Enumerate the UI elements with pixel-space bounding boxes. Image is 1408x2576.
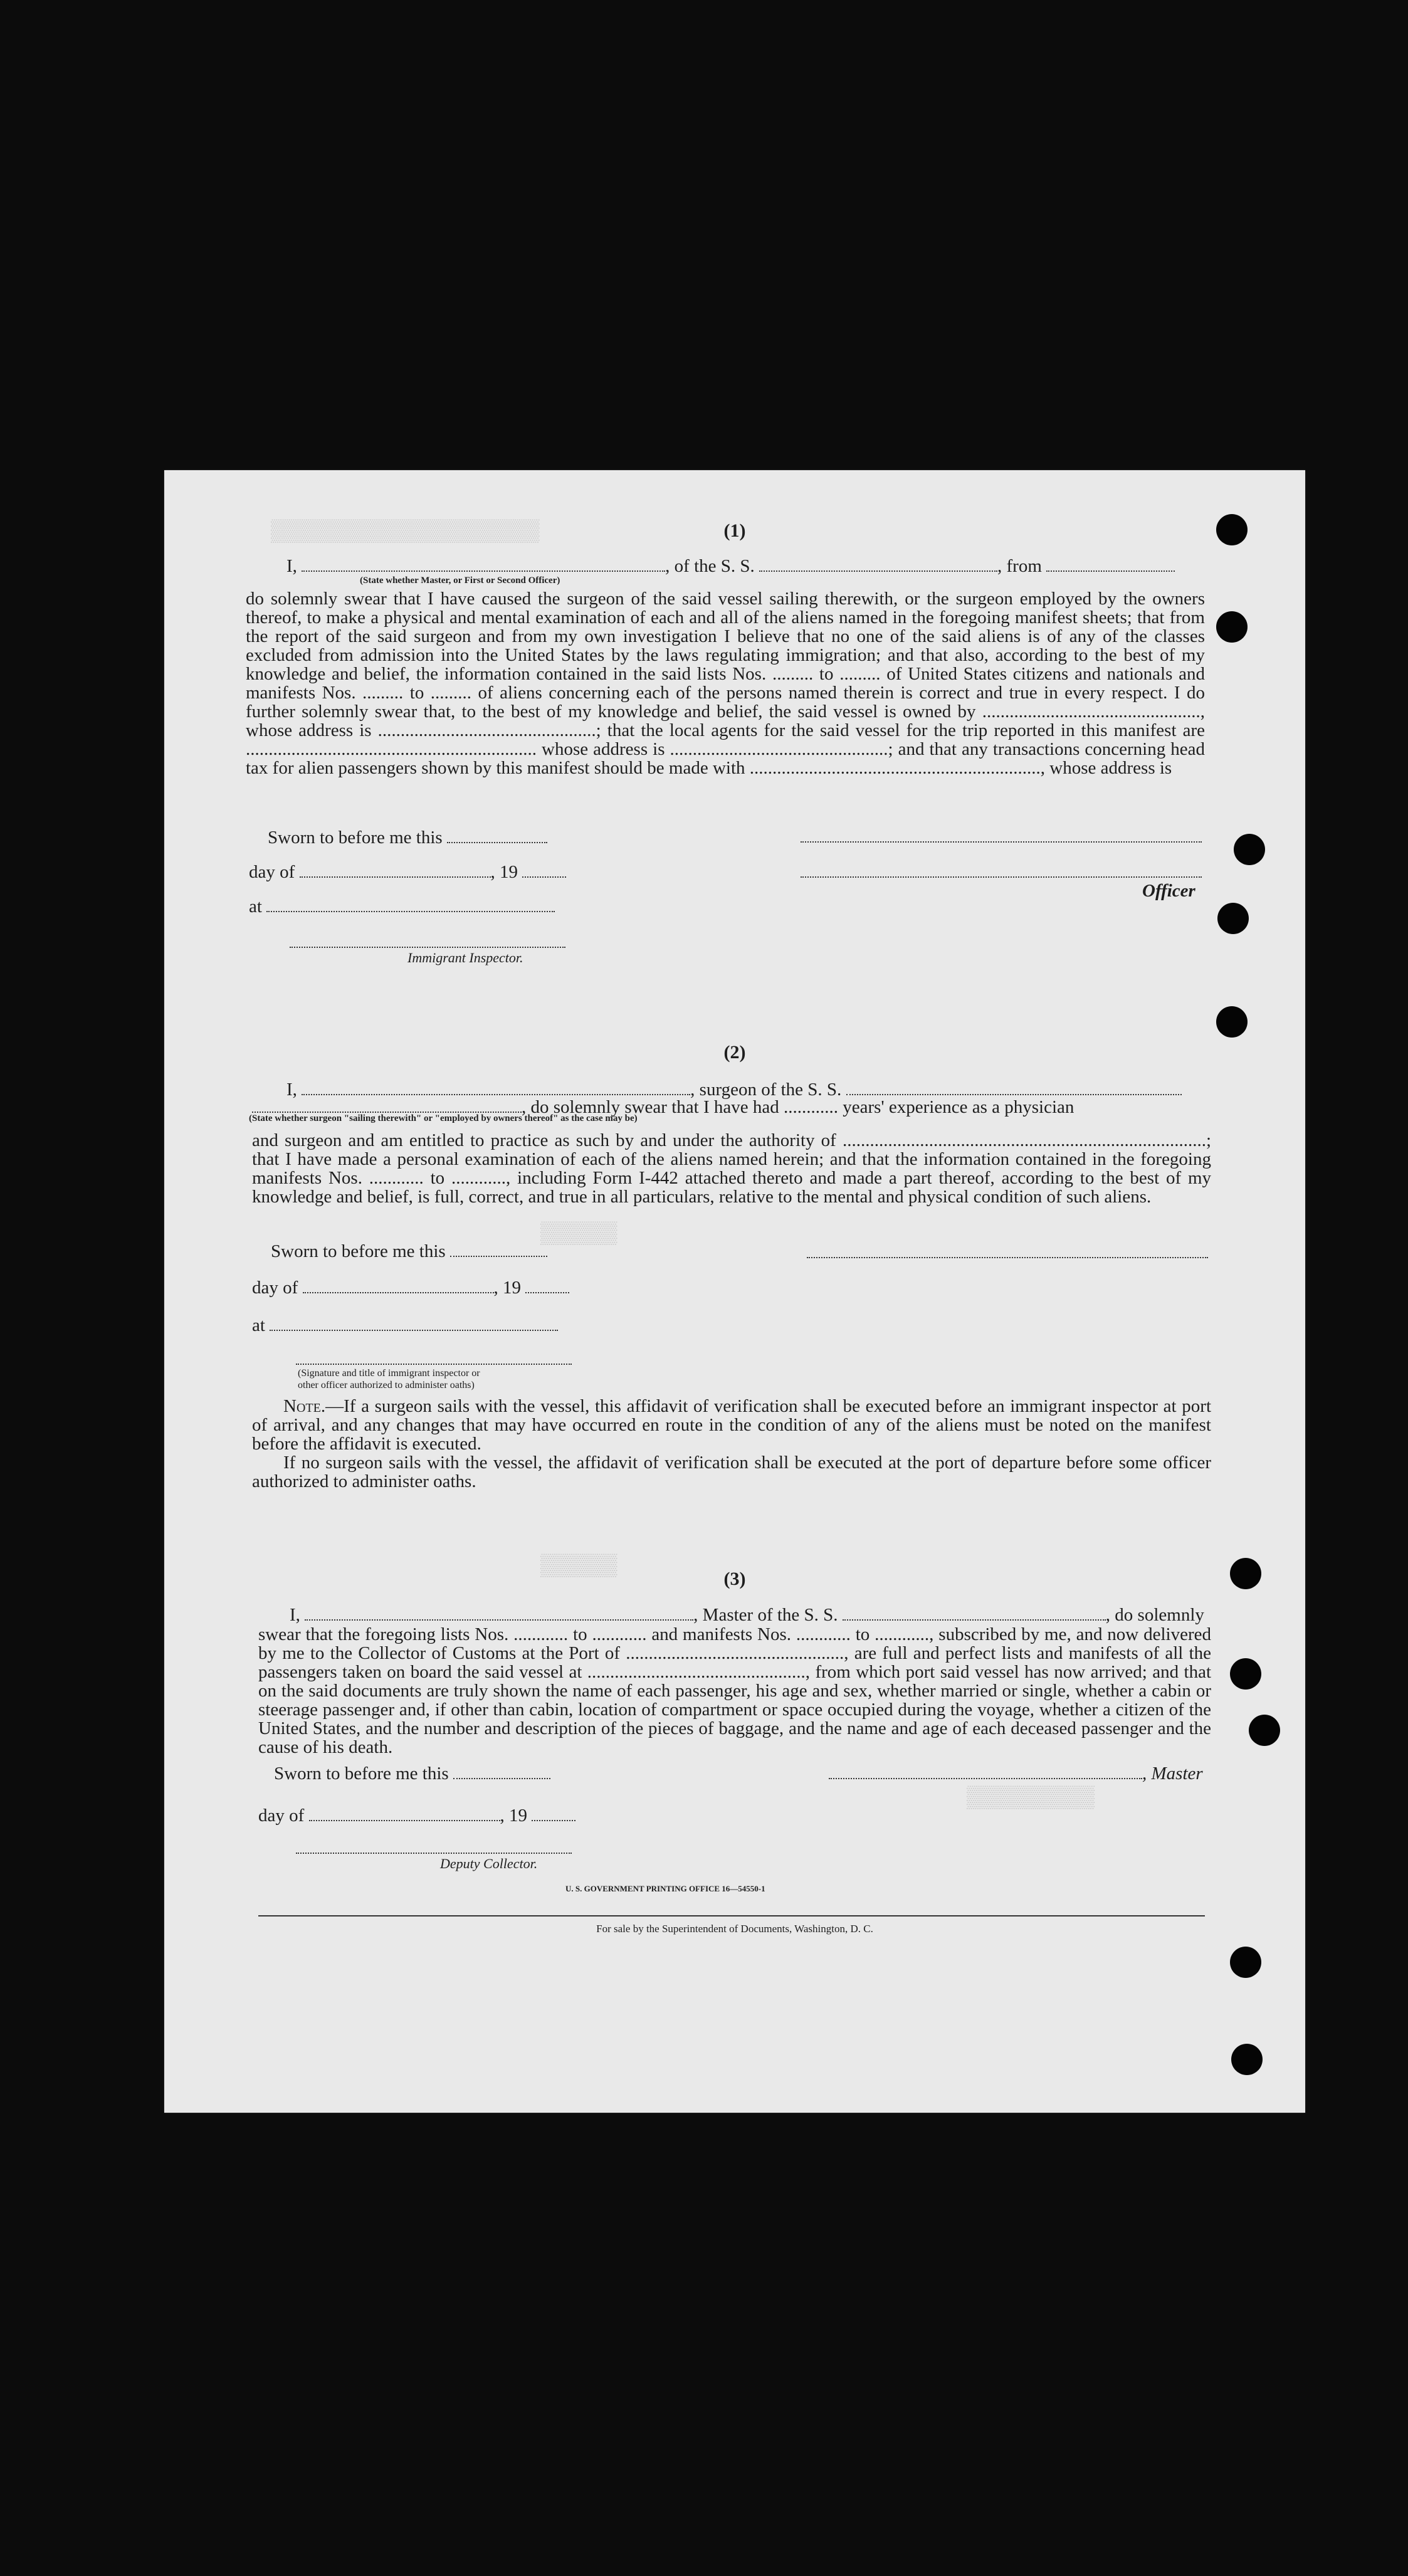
section-2-note	[252, 1397, 1211, 1453]
blank-field	[525, 1281, 569, 1293]
immigrant-inspector-label: Immigrant Inspector.	[407, 950, 523, 965]
blank-field	[302, 559, 665, 572]
text: , surgeon of the S. S.	[690, 1080, 842, 1100]
text: , of the S. S.	[665, 556, 755, 576]
text: , 19	[500, 1806, 528, 1826]
section-1-caption: (State whether Master, or First or Second Officer)	[360, 576, 560, 586]
punch-hole	[1234, 834, 1265, 865]
punch-hole	[1216, 1006, 1248, 1038]
blank-field	[300, 865, 491, 878]
section-2-paragraph: and surgeon and am entitled to practice as such by and under the authority of ................................................................................; that I have made a personal examination of each of the aliens named herein; and that the information contained in the foregoing manifests Nos. ............ to ............, including Form I-442 attached thereto and made a part thereof, according to the best of my knowledge and belief, is full, correct, and true in all particulars, relative to the mental and physical condition of such aliens.	[252, 1130, 1211, 1207]
text: at	[252, 1315, 265, 1335]
section-1-day	[249, 862, 566, 883]
signature-caption-1: (Signature and title of immigrant inspector or	[298, 1368, 480, 1379]
signature-line	[296, 1364, 572, 1365]
text: Sworn to before me this	[274, 1764, 449, 1784]
printing-office-line: U. S. GOVERNMENT PRINTING OFFICE 16—54550-1	[565, 1884, 765, 1893]
text: I,	[290, 1605, 300, 1625]
blank-field	[447, 831, 547, 843]
text: day of	[249, 862, 295, 882]
text: , Master	[1142, 1764, 1203, 1784]
blank-field	[450, 1244, 547, 1257]
signature-caption-2: other officer authorized to administer oaths)	[298, 1380, 475, 1391]
signature-line	[801, 876, 1202, 878]
blank-field	[759, 559, 997, 572]
punch-hole	[1249, 1715, 1280, 1746]
text: , 19	[490, 862, 518, 882]
signature-line	[807, 1257, 1208, 1258]
section-3-number: (3)	[723, 1569, 746, 1589]
text: , do solemnly swear that I have had ............ years' experience as a physician	[522, 1097, 1074, 1117]
blank-field	[302, 1083, 690, 1095]
footer-text: For sale by the Superintendent of Documents, Washington, D. C.	[596, 1923, 873, 1935]
text: day of	[258, 1806, 305, 1826]
footer-rule	[258, 1915, 1205, 1916]
deputy-collector-label: Deputy Collector.	[440, 1856, 538, 1871]
bleed-through-text: ▒▒▒▒▒▒	[540, 1222, 617, 1246]
section-3-line-1	[290, 1605, 1204, 1626]
section-3-sworn	[274, 1764, 550, 1784]
text: Sworn to before me this	[271, 1241, 446, 1261]
blank-field	[829, 1767, 1142, 1779]
blank-field	[266, 900, 555, 912]
section-3-paragraph: swear that the foregoing lists Nos. ............ to ............ and manifests Nos. ............ to ............, subscribed by me, and now delivered by me to the Collector of Customs at the Port of ................................................, are full and perfect lists and manifests of all the passengers taken on board the said vessel at ................................................, from which port said vessel has now arrived; and that on the said documents are truly shown the name of each passenger, his age and sex, whether married or single, whether a cabin or steerage passenger and, if other than cabin, location of compartment or space occupied during the voyage, whether a citizen of the United States, and the number and description of the pieces of baggage, and the name and age of each deceased passenger and the cause of his death.	[258, 1624, 1211, 1757]
form-page	[164, 470, 1305, 2113]
section-2-at	[252, 1315, 558, 1336]
section-1-at	[249, 896, 555, 917]
text: day of	[252, 1278, 298, 1298]
text: Sworn to before me this	[268, 828, 443, 848]
section-2-note-2: If no surgeon sails with the vessel, the affidavit of verification shall be executed at the port of departure before some officer authorized to administer oaths.	[252, 1453, 1211, 1491]
text: , do solemnly	[1105, 1605, 1204, 1625]
signature-line	[296, 1853, 572, 1854]
section-2-sworn	[271, 1241, 547, 1262]
section-1-sworn	[268, 828, 547, 848]
section-2-day	[252, 1278, 569, 1298]
punch-hole	[1230, 1947, 1261, 1978]
blank-field	[453, 1767, 550, 1779]
text: at	[249, 896, 262, 917]
section-1-line-1	[286, 556, 1175, 577]
blank-field	[305, 1608, 693, 1621]
note-label: Note.	[283, 1396, 326, 1416]
section-1-paragraph: do solemnly swear that I have caused the surgeon of the said vessel sailing therewith, or the surgeon employed by the owners thereof, to make a physical and mental examination of each and all of the aliens named in the foregoing manifest sheets; that from the report of the said surgeon and from my own investigation I believe that no one of the said aliens is of any of the classes excluded from admission into the United States by the laws regulating immigration; and that also, according to the best of my knowledge and belief, the information contained in the said lists Nos. ......... to ......... of United States citizens and nationals and manifests Nos. ......... to ......... of aliens concerning each of the persons named therein is correct and true in every respect. I do further solemnly swear that, to the best of my knowledge and belief, the said vessel is owned by ................................................, whose address is ................................................; that the local agents for the said vessel for the trip reported in this manifest are ................................................................ whose address is ................................................; and that any transactions concerning head tax for alien passengers shown by this manifest should be made with ................................................................, whose address is	[246, 589, 1205, 778]
signature-line	[801, 841, 1202, 843]
section-2-number: (2)	[723, 1042, 746, 1063]
bleed-through-text: ▒▒▒▒▒▒▒▒▒▒▒▒▒▒▒▒▒▒▒▒▒	[271, 520, 540, 544]
bleed-through-text: ▒▒▒▒▒▒▒▒▒▒	[967, 1787, 1095, 1811]
text: , Master of the S. S.	[693, 1605, 838, 1625]
punch-hole	[1216, 611, 1248, 643]
punch-hole	[1230, 1658, 1261, 1690]
blank-field	[522, 865, 566, 878]
blank-field	[309, 1809, 500, 1821]
section-1-number: (1)	[723, 520, 746, 541]
blank-field	[532, 1809, 575, 1821]
punch-hole	[1217, 903, 1249, 934]
officer-label: Officer	[1142, 881, 1195, 901]
text: I,	[286, 556, 297, 576]
signature-line	[290, 947, 565, 948]
text: , from	[997, 556, 1042, 576]
section-2-caption: (State whether surgeon "sailing therewith" or "employed by owners thereof" as the case may be)	[249, 1113, 638, 1123]
note-text: —If a surgeon sails with the vessel, this affidavit of verification shall be executed before an immigrant inspector at port of arrival, and any changes that may have occurred en route in the condition of any of the aliens must be noted on the manifest before the affidavit is executed.	[252, 1396, 1211, 1454]
blank-field	[270, 1318, 558, 1331]
text: I,	[286, 1080, 297, 1100]
punch-hole	[1231, 2044, 1263, 2075]
blank-field	[843, 1608, 1106, 1621]
blank-field	[846, 1083, 1182, 1095]
bleed-through-text: ▒▒▒▒▒▒	[540, 1555, 617, 1579]
blank-field	[1046, 559, 1175, 572]
blank-field	[303, 1281, 494, 1293]
section-3-master	[829, 1764, 1203, 1784]
section-3-day	[258, 1806, 575, 1826]
blank-field	[252, 1107, 522, 1113]
text: , 19	[493, 1278, 522, 1298]
